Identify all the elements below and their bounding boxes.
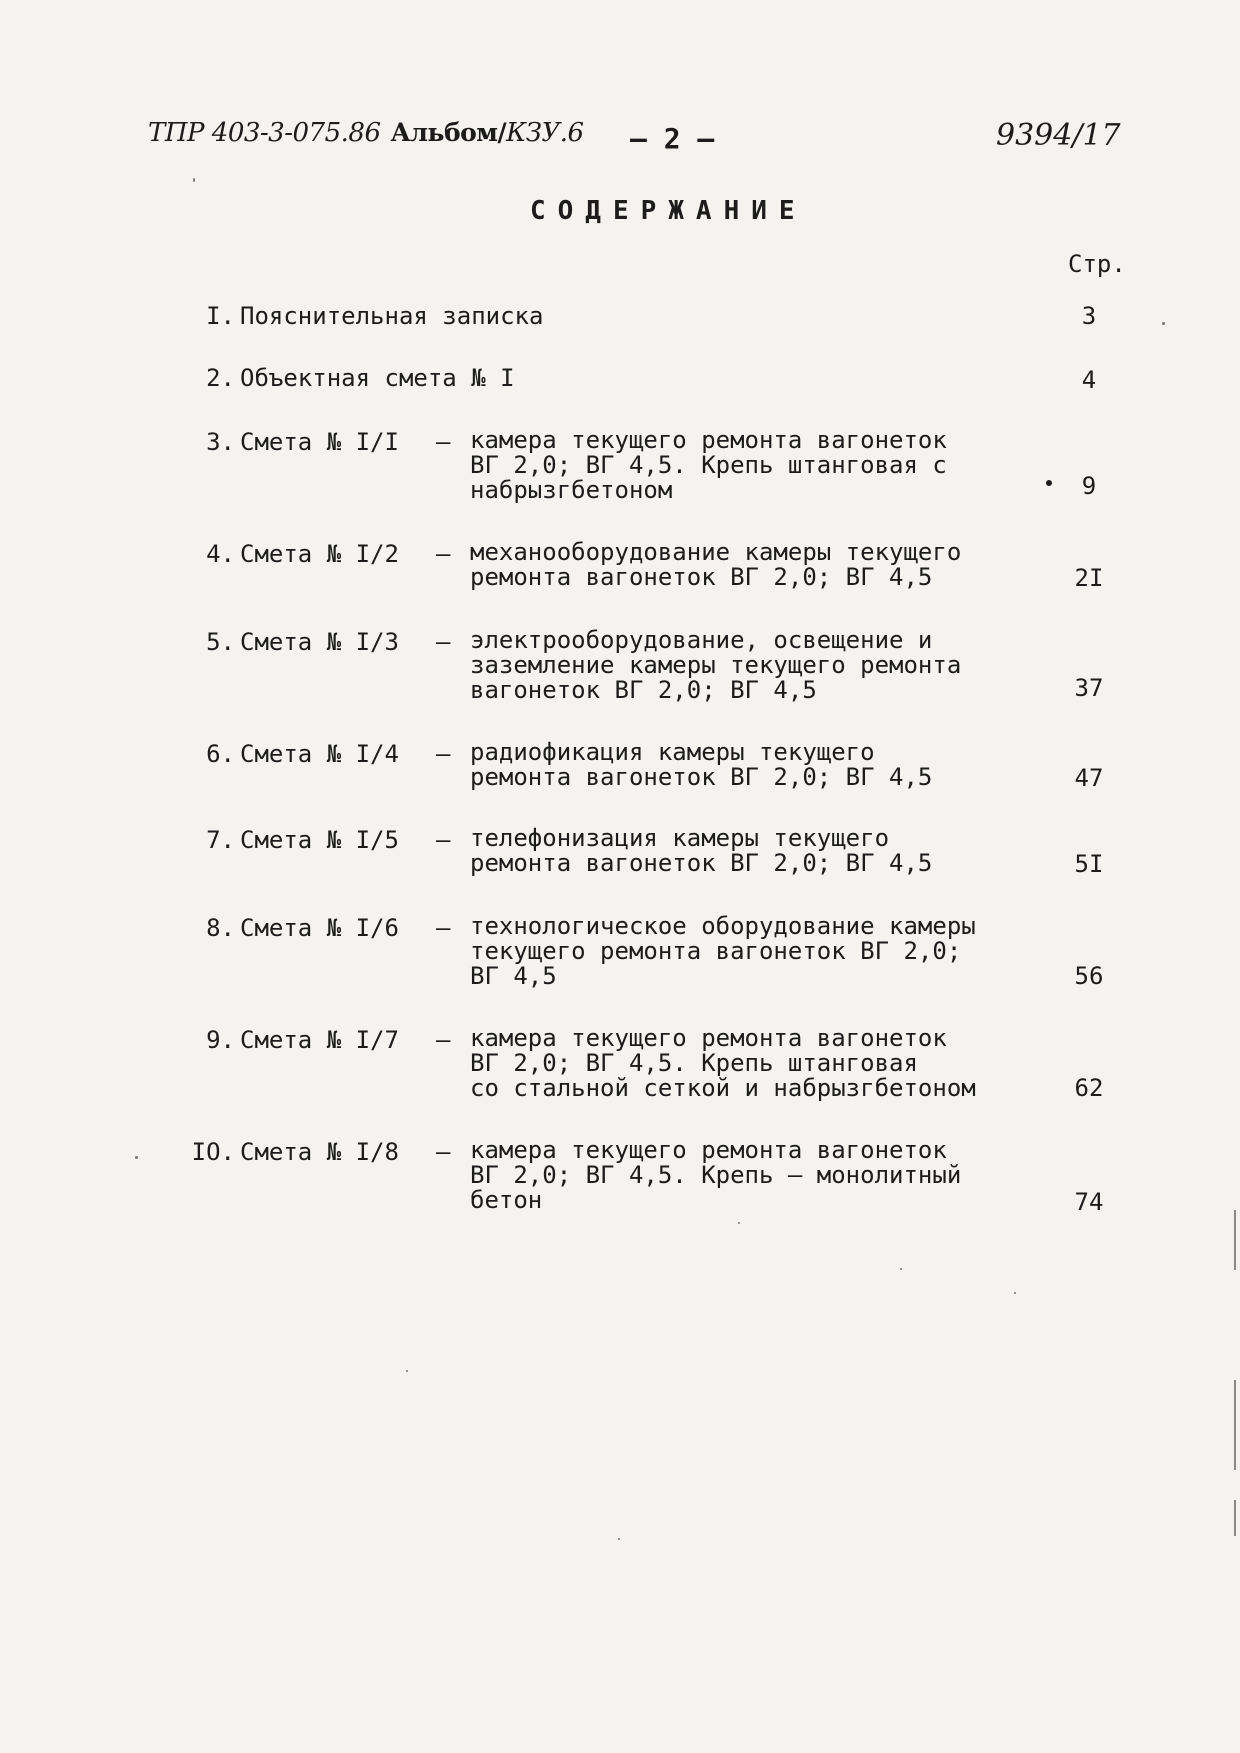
entry-title: Смета № I/2 xyxy=(240,540,399,568)
description-line: камера текущего ремонта вагонеток xyxy=(470,1136,947,1164)
entry-description xyxy=(470,914,976,989)
entry-page: 9 xyxy=(1081,472,1097,500)
inventory-number: 9394/17 xyxy=(996,118,1121,153)
entry-number: 6. xyxy=(206,740,235,768)
scan-edge-mark xyxy=(1234,1210,1236,1270)
entry-description xyxy=(470,826,932,876)
page-number: – 2 – xyxy=(630,122,715,155)
scan-speck xyxy=(738,1222,740,1224)
entry-title: Смета № I/6 xyxy=(240,914,399,942)
entry-number: 7. xyxy=(206,826,235,854)
description-line: ВГ 2,0; ВГ 4,5. Крепь штанговая с xyxy=(470,451,947,479)
description-line: ремонта вагонеток ВГ 2,0; ВГ 4,5 xyxy=(470,849,933,877)
entry-number: I. xyxy=(206,302,235,330)
entry-number: 2. xyxy=(206,364,235,392)
entry-page: 74 xyxy=(1074,1188,1104,1216)
scan-speck xyxy=(406,1370,408,1372)
entry-dash: – xyxy=(436,914,451,942)
entry-title: Смета № I/5 xyxy=(240,826,399,854)
project-code: ТПР 403-3-075.86 xyxy=(148,118,381,148)
entry-dash: – xyxy=(436,1026,451,1054)
entry-dash: – xyxy=(436,1138,451,1166)
scan-speck xyxy=(618,1538,620,1540)
scan-speck xyxy=(193,178,195,182)
entry-description xyxy=(470,740,932,790)
entry-title: Смета № I/3 xyxy=(240,628,399,656)
entry-title: Пояснительная записка xyxy=(240,302,544,330)
entry-dash: – xyxy=(436,826,451,854)
entry-description xyxy=(470,1026,976,1101)
entry-page: 3 xyxy=(1081,302,1097,330)
scan-speck xyxy=(900,1268,902,1270)
entry-title: Смета № I/8 xyxy=(240,1138,399,1166)
description-line: заземление камеры текущего ремонта xyxy=(470,651,962,679)
entry-number: 9. xyxy=(206,1026,235,1054)
description-line: текущего ремонта вагонеток ВГ 2,0; xyxy=(470,937,962,965)
entry-page: 2I xyxy=(1074,564,1104,592)
description-line: радиофикация камеры текущего xyxy=(470,738,875,766)
entry-number: 5. xyxy=(206,628,235,656)
album-label: Альбом/ xyxy=(390,118,507,147)
entry-page: 37 xyxy=(1074,674,1104,702)
description-line: ремонта вагонеток ВГ 2,0; ВГ 4,5 xyxy=(470,563,933,591)
entry-description xyxy=(470,428,947,503)
description-line: набрызгбетоном xyxy=(470,476,673,504)
description-line: со стальной сеткой и набрызгбетоном xyxy=(470,1074,976,1102)
entry-page: 62 xyxy=(1074,1074,1104,1102)
entry-dash: – xyxy=(436,628,451,656)
document-code xyxy=(148,118,584,148)
album-number: КЗУ.6 xyxy=(506,118,584,148)
entry-dash: – xyxy=(436,428,451,456)
scan-speck xyxy=(1162,322,1165,325)
ink-dot xyxy=(1046,480,1052,486)
entry-title: Смета № I/7 xyxy=(240,1026,399,1054)
entry-page: 56 xyxy=(1074,962,1104,990)
entry-description xyxy=(470,540,961,590)
description-line: камера текущего ремонта вагонеток xyxy=(470,426,947,454)
description-line: механооборудование камеры текущего xyxy=(470,538,962,566)
entry-number: 3. xyxy=(206,428,235,456)
description-line: телефонизация камеры текущего xyxy=(470,824,890,852)
entry-number: IO. xyxy=(191,1138,235,1166)
description-line: ВГ 4,5 xyxy=(470,962,557,990)
scan-edge-mark xyxy=(1234,1380,1236,1470)
entry-description xyxy=(470,628,961,703)
entry-number: 4. xyxy=(206,540,235,568)
entry-dash: – xyxy=(436,540,451,568)
entry-description xyxy=(470,1138,961,1213)
entry-title: Смета № I/I xyxy=(240,428,399,456)
description-line: технологическое оборудование камеры xyxy=(470,912,976,940)
description-line: вагонеток ВГ 2,0; ВГ 4,5 xyxy=(470,676,817,704)
description-line: ВГ 2,0; ВГ 4,5. Крепь – монолитный xyxy=(470,1161,962,1189)
scan-speck xyxy=(135,1156,138,1159)
entry-page: 47 xyxy=(1074,764,1104,792)
entry-page: 4 xyxy=(1081,366,1097,394)
scan-speck xyxy=(1014,1292,1016,1294)
scan-edge-mark xyxy=(1234,1500,1236,1536)
description-line: электрооборудование, освещение и xyxy=(470,626,933,654)
description-line: камера текущего ремонта вагонеток xyxy=(470,1024,947,1052)
entry-title: Объектная смета № I xyxy=(240,364,515,392)
description-line: бетон xyxy=(470,1186,543,1214)
page-column-header: Стр. xyxy=(1068,250,1126,278)
entry-dash: – xyxy=(436,740,451,768)
entry-title: Смета № I/4 xyxy=(240,740,399,768)
entry-page: 5I xyxy=(1074,850,1104,878)
page-title: СОДЕРЖАНИЕ xyxy=(530,196,807,226)
entry-number: 8. xyxy=(206,914,235,942)
description-line: ВГ 2,0; ВГ 4,5. Крепь штанговая xyxy=(470,1049,918,1077)
description-line: ремонта вагонеток ВГ 2,0; ВГ 4,5 xyxy=(470,763,933,791)
